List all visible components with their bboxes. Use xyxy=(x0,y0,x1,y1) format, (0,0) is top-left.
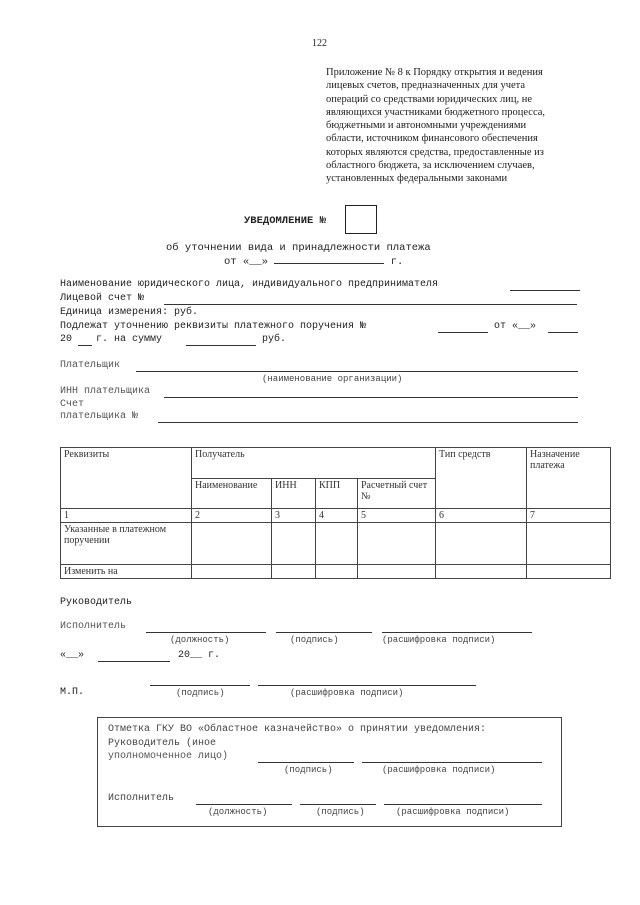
notice-date xyxy=(224,256,403,268)
col-number: 2 xyxy=(192,509,272,523)
org-name-field[interactable] xyxy=(510,290,580,291)
date-suffix: г. xyxy=(390,256,404,268)
appendix-line: области, источником финансового обеспечения xyxy=(326,133,538,145)
treasury-head-signature-field[interactable] xyxy=(258,762,354,763)
payer-inn-field[interactable] xyxy=(164,397,578,398)
col-number: 5 xyxy=(358,509,436,523)
payment-order-from: от «__» xyxy=(494,321,537,332)
payer-account-label-1: Счет xyxy=(60,399,85,410)
header-requisites: Реквизиты xyxy=(61,448,192,509)
payer-label: Плательщик xyxy=(60,360,121,371)
year-prefix: 20 xyxy=(60,334,73,345)
treasury-executor-signature-field[interactable] xyxy=(300,804,376,805)
account-label: Лицевой счет № xyxy=(60,293,145,304)
stamp-signature-caption: (подпись) xyxy=(176,688,225,698)
sign-date-year: 20__ г. xyxy=(178,650,221,661)
header-account: Расчетный счет № xyxy=(358,479,436,509)
header-purpose: Назначение платежа xyxy=(527,448,611,509)
col-number: 1 xyxy=(61,509,192,523)
payer-caption: (наименование организации) xyxy=(262,374,403,384)
payer-account-field[interactable] xyxy=(158,422,578,423)
treasury-position-caption: (должность) xyxy=(208,807,268,817)
row-indicated-label: Указанные в платежном поручении xyxy=(61,523,192,565)
head-label: Руководитель xyxy=(60,597,133,608)
amount-field[interactable] xyxy=(186,345,256,346)
requisites-table xyxy=(60,447,611,579)
stamp-label: М.П. xyxy=(60,687,85,698)
payment-order-label: Подлежат уточнению реквизиты платежного поручения № xyxy=(60,321,367,332)
table-cell[interactable] xyxy=(272,523,316,565)
position-caption: (должность) xyxy=(170,635,230,645)
appendix-line: лицевых счетов, предназначенных для учета xyxy=(326,80,526,92)
table-cell[interactable] xyxy=(358,523,436,565)
col-number: 4 xyxy=(316,509,358,523)
treasury-decoding-caption: (расшифровка подписи) xyxy=(382,765,496,775)
header-kpp: КПП xyxy=(316,479,358,509)
row-change-label: Изменить на xyxy=(61,565,192,579)
appendix-line: областного бюджета, за исключением случаев, xyxy=(326,160,535,172)
treasury-exec-signature-caption: (подпись) xyxy=(316,807,365,817)
appendix-header xyxy=(326,66,600,186)
date-prefix: от «__» xyxy=(224,256,269,268)
sign-date-month-field[interactable] xyxy=(98,661,170,662)
treasury-executor: Исполнитель xyxy=(108,793,175,804)
payer-account-label-2: плательщика № xyxy=(60,411,139,422)
table-cell[interactable] xyxy=(436,565,527,579)
payment-order-month-field[interactable] xyxy=(548,332,578,333)
table-cell[interactable] xyxy=(527,565,611,579)
payer-inn-label: ИНН плательщика xyxy=(60,386,151,397)
col-number: 3 xyxy=(272,509,316,523)
executor-label: Исполнитель xyxy=(60,621,127,632)
amount-label: г. на сумму xyxy=(96,334,163,345)
year-field[interactable] xyxy=(78,345,92,346)
treasury-executor-decoding-field[interactable] xyxy=(384,804,542,805)
account-field[interactable] xyxy=(164,304,577,305)
org-name-label: Наименование юридического лица, индивидуального предпринимателя xyxy=(60,279,439,290)
stamp-decoding-caption: (расшифровка подписи) xyxy=(290,688,404,698)
treasury-head-1: Руководитель (иное xyxy=(108,738,217,749)
treasury-mark: Отметка ГКУ ВО «Областное казначейство» о принятии уведомления: xyxy=(108,724,487,735)
executor-signature-field[interactable] xyxy=(276,632,372,633)
table-cell[interactable] xyxy=(316,523,358,565)
executor-decoding-field[interactable] xyxy=(382,632,532,633)
header-recipient: Получатель xyxy=(192,448,436,479)
treasury-executor-position-field[interactable] xyxy=(196,804,292,805)
table-cell[interactable] xyxy=(272,565,316,579)
header-inn: ИНН xyxy=(272,479,316,509)
appendix-line: являющихся участниками бюджетного процесса, xyxy=(326,106,546,118)
treasury-head-decoding-field[interactable] xyxy=(362,762,542,763)
decoding-caption: (расшифровка подписи) xyxy=(382,635,496,645)
unit-label: Единица измерения: руб. xyxy=(60,307,199,318)
table-cell[interactable] xyxy=(527,523,611,565)
table-cell[interactable] xyxy=(316,565,358,579)
payment-order-number-field[interactable] xyxy=(438,332,488,333)
col-number: 6 xyxy=(436,509,527,523)
appendix-line: Приложение № 8 к Порядку открытия и ведения xyxy=(326,67,543,78)
rub-label: руб. xyxy=(262,334,287,345)
table-cell[interactable] xyxy=(436,523,527,565)
page-number: 122 xyxy=(312,38,327,49)
stamp-signature-field[interactable] xyxy=(150,685,250,686)
stamp-decoding-field[interactable] xyxy=(258,685,476,686)
appendix-line: бюджетными и автономными учреждениями xyxy=(326,120,527,132)
notice-title: УВЕДОМЛЕНИЕ № xyxy=(244,215,326,227)
appendix-line: которых являются средства, предоставленные из xyxy=(326,146,544,158)
payer-field[interactable] xyxy=(136,371,578,372)
treasury-signature-caption: (подпись) xyxy=(284,765,333,775)
appendix-line: установленных федеральными законами xyxy=(326,173,508,185)
notice-number-box[interactable] xyxy=(345,205,377,234)
treasury-exec-decoding-caption: (расшифровка подписи) xyxy=(396,807,510,817)
table-cell[interactable] xyxy=(192,523,272,565)
appendix-line: операций со средствами юридических лиц, не xyxy=(326,93,532,105)
col-number: 7 xyxy=(527,509,611,523)
signature-caption: (подпись) xyxy=(290,635,339,645)
sign-date-prefix: «__» xyxy=(60,650,85,661)
notice-subtitle: об уточнении вида и принадлежности платежа xyxy=(166,242,431,254)
treasury-head-2: уполномоченное лицо) xyxy=(108,751,229,762)
executor-position-field[interactable] xyxy=(146,632,266,633)
table-cell[interactable] xyxy=(358,565,436,579)
header-fund-type: Тип средств xyxy=(436,448,527,509)
table-cell[interactable] xyxy=(192,565,272,579)
header-name: Наименование xyxy=(192,479,272,509)
